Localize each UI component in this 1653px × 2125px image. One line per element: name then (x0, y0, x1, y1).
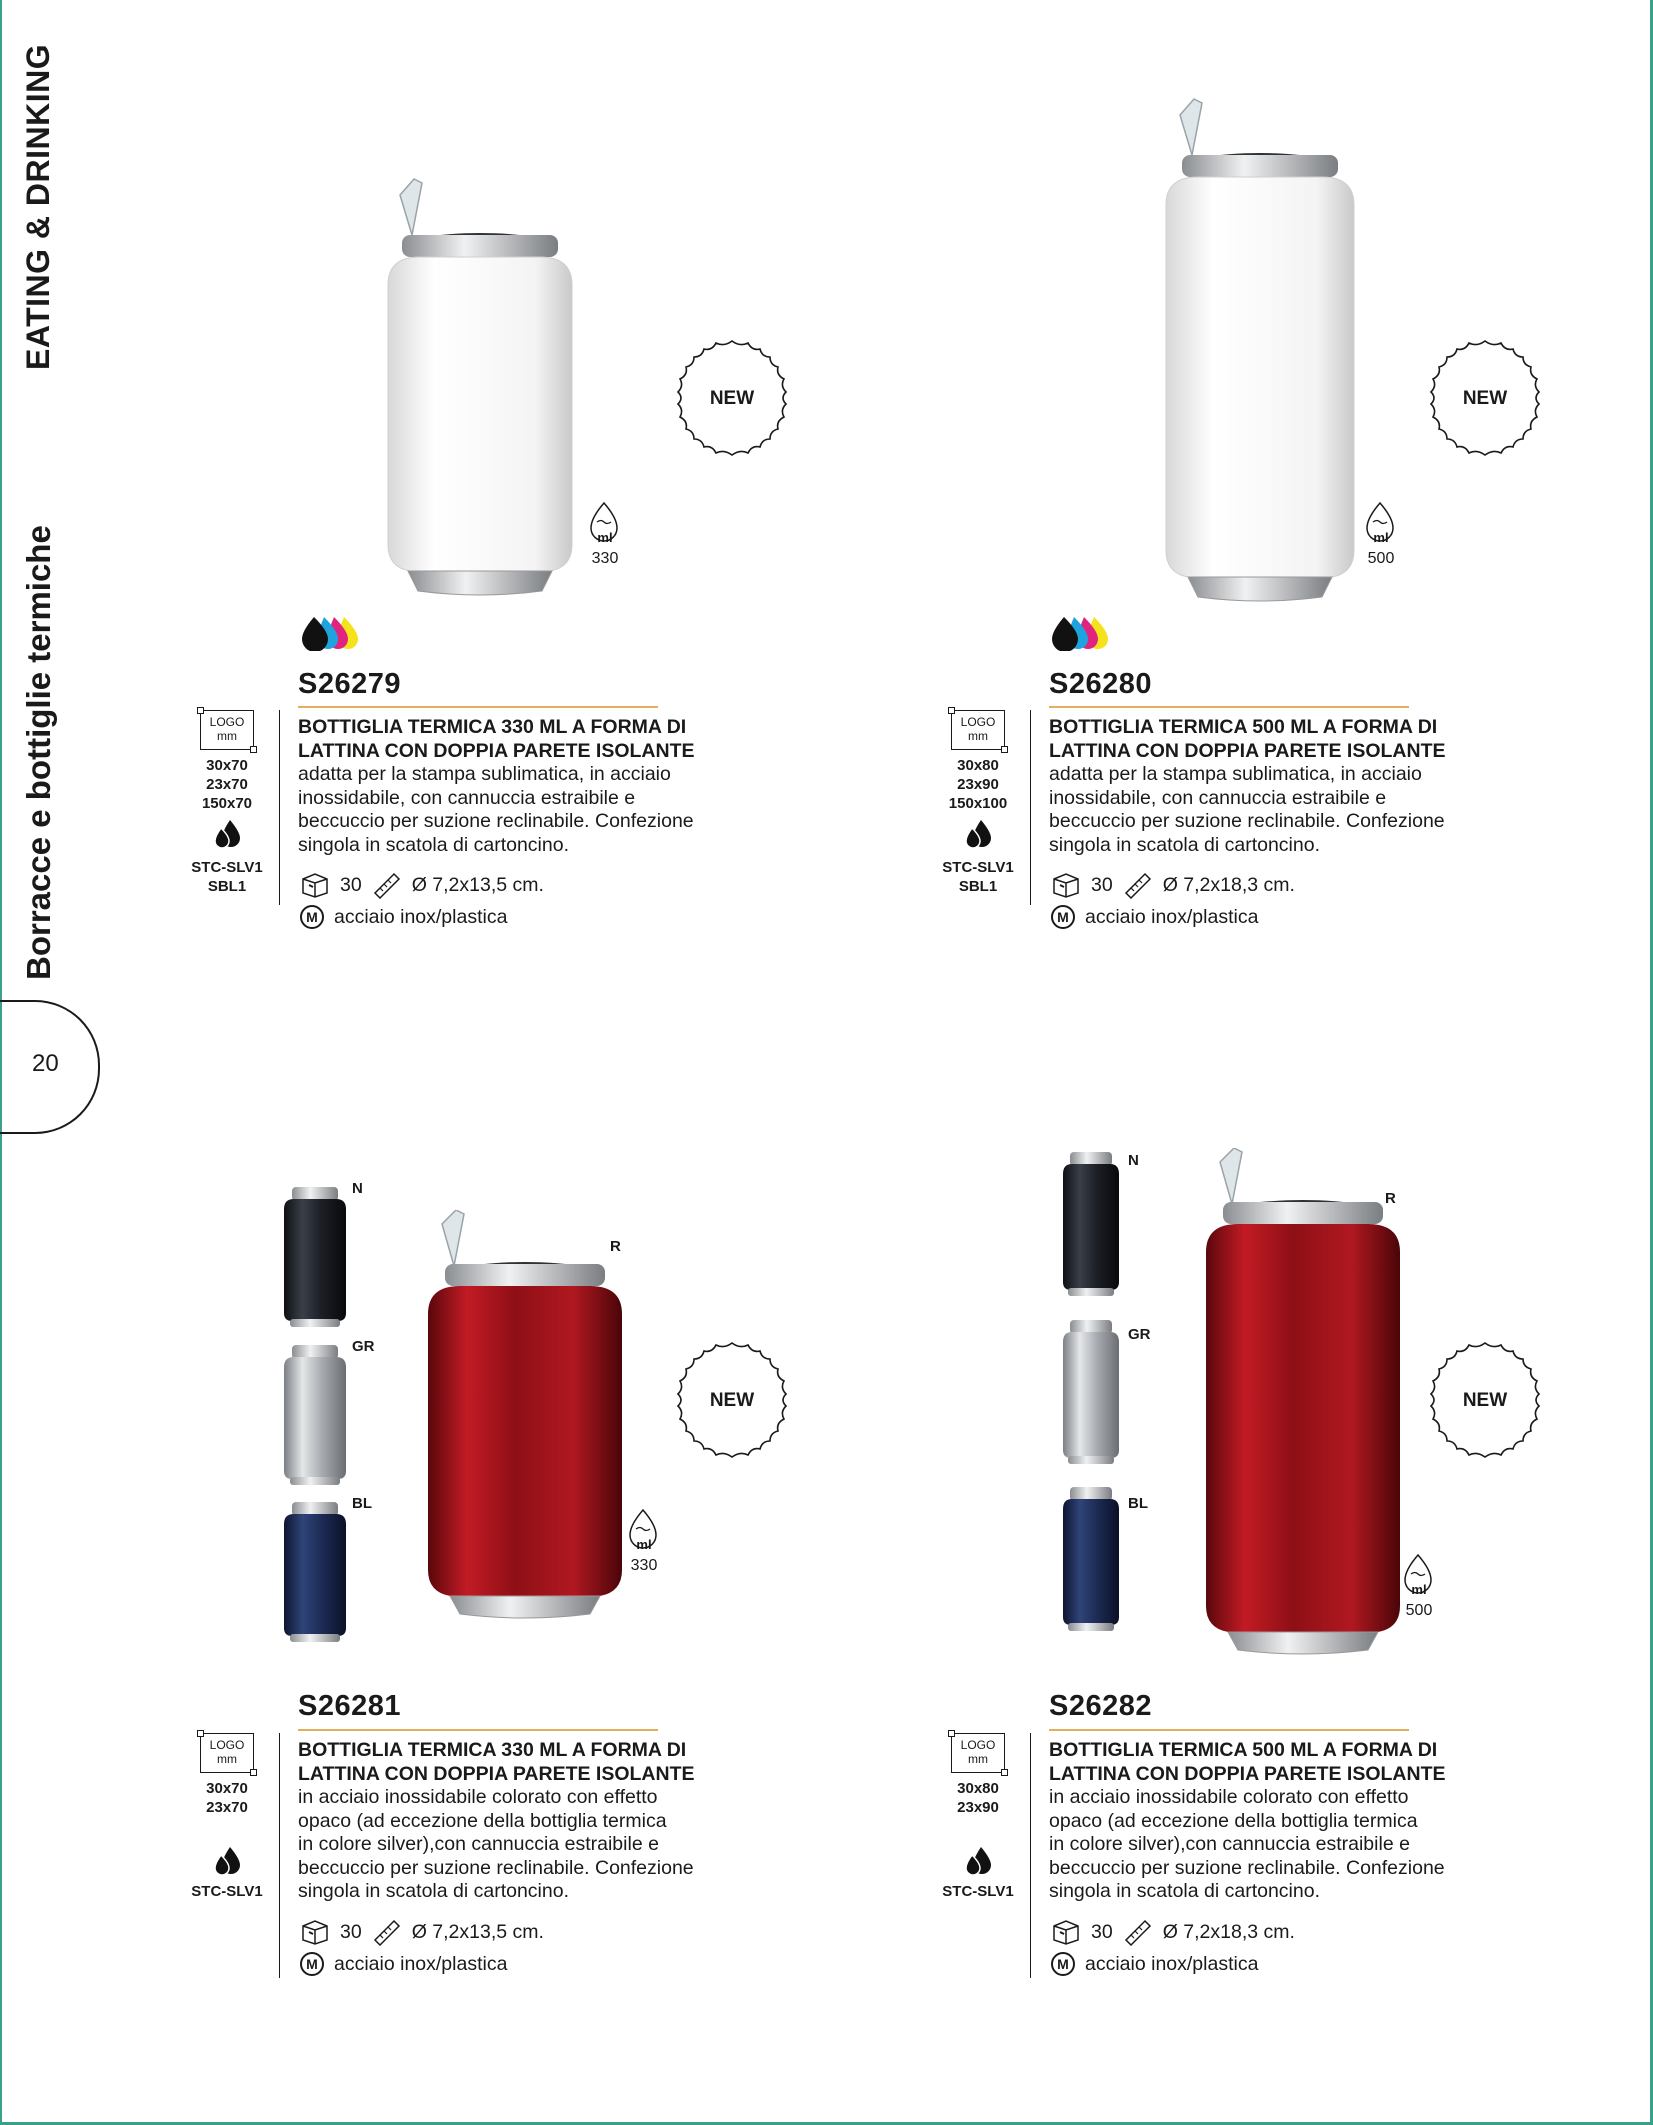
box-icon (300, 871, 330, 899)
divider (279, 710, 280, 905)
logo-area-icon: LOGO mm (951, 1733, 1005, 1773)
product-image-red-can (420, 1210, 630, 1620)
product-size: Ø 7,2x13,5 cm. (411, 1920, 544, 1943)
material-row (300, 1952, 507, 1976)
product-image-white-can (380, 175, 580, 600)
color-code: BL (1128, 1495, 1148, 1512)
title-rule (298, 1729, 658, 1731)
box-icon (300, 1918, 330, 1946)
ruler-icon (372, 1918, 402, 1946)
variant-can-blue (1060, 1485, 1122, 1633)
color-code: N (352, 1180, 363, 1197)
material-text: acciaio inox/plastica (334, 1952, 508, 1975)
print-technique-icon (963, 1845, 993, 1877)
product-description: BOTTIGLIA TERMICA 500 ML A FORMA DI LATTINA CON DOPPIA PARETE ISOLANTE adatta per la stampa sublimatica, in acciaio inossidabile, con cannuccia estraibile e beccuccio per suzione reclinabile. Confezione singola in scatola di cartoncino. (1049, 716, 1446, 856)
color-code: N (1128, 1152, 1139, 1169)
product-code: S26281 (298, 1690, 401, 1722)
capacity-value: 330 (630, 1557, 658, 1574)
new-badge-label: NEW (709, 1390, 755, 1411)
material-row (1051, 1952, 1258, 1976)
variant-can-blue (280, 1500, 350, 1645)
title-rule (298, 706, 658, 708)
product-description: BOTTIGLIA TERMICA 330 ML A FORMA DI LATTINA CON DOPPIA PARETE ISOLANTE adatta per la stampa sublimatica, in acciaio inossidabile, con cannuccia estraibile e beccuccio per suzione reclinabile. Confezione singola in scatola di cartoncino. (298, 716, 695, 856)
pack-quantity: 30 (1091, 873, 1113, 896)
color-code: BL (352, 1495, 372, 1512)
page-number: 20 (32, 1050, 59, 1077)
product-size: Ø 7,2x18,3 cm. (1162, 1920, 1295, 1943)
new-badge-label: NEW (709, 388, 755, 409)
ruler-icon (372, 871, 402, 899)
material-icon: M (300, 1952, 324, 1976)
variant-can-black (1060, 1150, 1122, 1298)
print-sizes: 30x70 23x70 150x70 (201, 757, 253, 812)
box-icon (1051, 1918, 1081, 1946)
material-text: acciaio inox/plastica (1085, 905, 1259, 928)
divider (279, 1733, 280, 1978)
packaging-row (1051, 1918, 1295, 1946)
capacity-value: 500 (1405, 1602, 1433, 1619)
material-icon: M (300, 905, 324, 929)
section-subtitle: Borracce e bottiglie termiche (20, 525, 57, 980)
print-technique-icon (963, 818, 993, 850)
material-icon: M (1051, 1952, 1075, 1976)
material-text: acciaio inox/plastica (334, 905, 508, 928)
title-rule (1049, 1729, 1409, 1731)
print-technique-icon (212, 818, 242, 850)
color-code: R (610, 1238, 621, 1255)
title-rule (1049, 706, 1409, 708)
capacity-value: 330 (591, 550, 619, 567)
packaging-row (300, 871, 544, 899)
product-description: BOTTIGLIA TERMICA 330 ML A FORMA DI LATTINA CON DOPPIA PARETE ISOLANTE in acciaio inossidabile colorato con effetto opaco (ad eccezione della bottiglia termica in colore silver),con cannuccia estraibile e beccuccio per suzione reclinabile. Confezione singola in scatola di cartoncino. (298, 1739, 695, 1902)
capacity-unit: ml (1373, 530, 1389, 545)
divider (1030, 1733, 1031, 1978)
divider (1030, 710, 1031, 905)
material-row (1051, 905, 1258, 929)
pack-quantity: 30 (340, 873, 362, 896)
product-size: Ø 7,2x13,5 cm. (411, 873, 544, 896)
product-image-white-can (1160, 95, 1360, 605)
product-code: S26282 (1049, 1690, 1152, 1722)
packaging-row (1051, 871, 1295, 899)
material-icon: M (1051, 905, 1075, 929)
new-badge-label: NEW (1462, 1390, 1508, 1411)
logo-area-icon: LOGO mm (951, 710, 1005, 750)
print-sizes: 30x70 23x70 (206, 1780, 248, 1816)
color-code: R (1385, 1190, 1396, 1207)
ruler-icon (1123, 871, 1153, 899)
product-size: Ø 7,2x18,3 cm. (1162, 873, 1295, 896)
product-code: S26279 (298, 668, 401, 700)
capacity-unit: ml (1411, 1582, 1427, 1597)
print-sizes: 30x80 23x90 150x100 (948, 757, 1008, 812)
ruler-icon (1123, 1918, 1153, 1946)
capacity-unit: ml (597, 530, 613, 545)
packaging-row (300, 1918, 544, 1946)
capacity-unit: ml (636, 1537, 652, 1552)
logo-area-icon: LOGO mm (200, 1733, 254, 1773)
logo-area-icon: LOGO mm (200, 710, 254, 750)
cmyk-drops-icon (300, 615, 362, 651)
color-code: GR (1128, 1326, 1151, 1343)
pack-quantity: 30 (1091, 1920, 1113, 1943)
cmyk-drops-icon (1050, 615, 1112, 651)
box-icon (1051, 871, 1081, 899)
variant-can-black (280, 1185, 350, 1330)
variant-can-silver (280, 1343, 350, 1488)
material-row (300, 905, 507, 929)
section-title: EATING & DRINKING (20, 43, 56, 370)
product-description: BOTTIGLIA TERMICA 500 ML A FORMA DI LATTINA CON DOPPIA PARETE ISOLANTE in acciaio inossidabile colorato con effetto opaco (ad eccezione della bottiglia termica in colore silver),con cannuccia estraibile e beccuccio per suzione reclinabile. Confezione singola in scatola di cartoncino. (1049, 1739, 1446, 1902)
new-badge-label: NEW (1462, 388, 1508, 409)
print-techniques: STC-SLV1 (942, 1883, 1014, 1900)
print-technique-icon (212, 1845, 242, 1877)
pack-quantity: 30 (340, 1920, 362, 1943)
variant-can-silver (1060, 1318, 1122, 1466)
capacity-value: 500 (1367, 550, 1395, 567)
product-code: S26280 (1049, 668, 1152, 700)
print-techniques: STC-SLV1 (191, 1883, 263, 1900)
print-techniques: STC-SLV1 SBL1 (191, 859, 263, 895)
material-text: acciaio inox/plastica (1085, 1952, 1259, 1975)
print-techniques: STC-SLV1 SBL1 (942, 859, 1014, 895)
product-image-red-can (1198, 1148, 1408, 1656)
print-sizes: 30x80 23x90 (957, 1780, 999, 1816)
color-code: GR (352, 1338, 375, 1355)
